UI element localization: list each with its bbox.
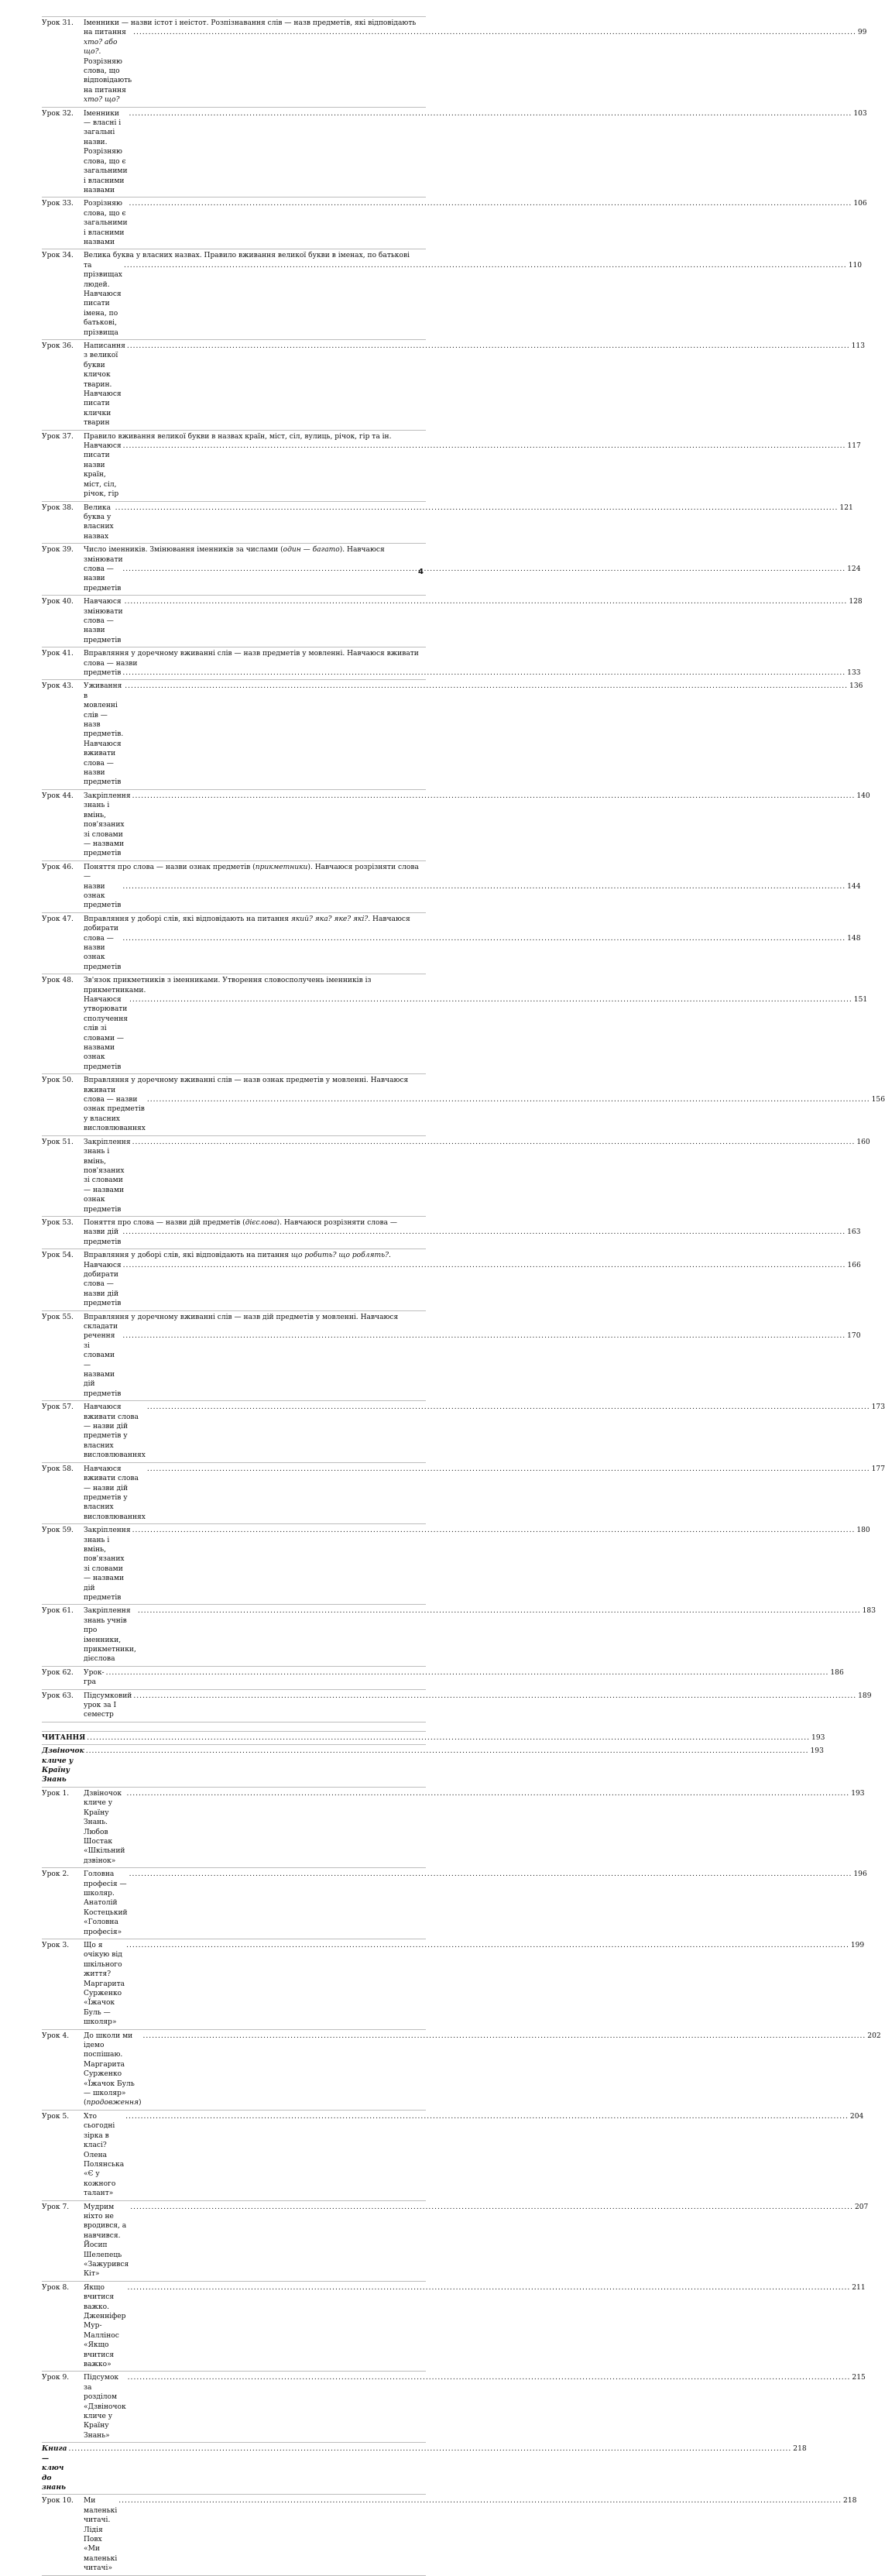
entry-text [84, 682, 123, 787]
text-run: Правило вживання великої букви в назвах країн, міст, сіл, вулиць, річок, гір та ін. [84, 432, 392, 441]
lesson-number: Урок 41. [42, 650, 74, 658]
toc-entry[interactable] [42, 1605, 876, 1666]
text-run: Підсумок за розділом «Дзвіночок кличе у Країну Знань» [84, 2374, 126, 2440]
text-run: Дзвіночок кличе у Країну Знань. Любов Шостак «Шкільний дзвінок» [84, 1789, 125, 1865]
toc-entry[interactable] [42, 16, 867, 108]
leader-dots [115, 503, 839, 513]
toc-entry[interactable] [42, 1939, 865, 2030]
lesson-number: Урок 61. [42, 1607, 74, 1616]
toc-entry[interactable] [42, 1524, 870, 1605]
page-number: 4 [418, 568, 424, 576]
page-ref: 166 [847, 1261, 861, 1269]
entry-last-line [84, 597, 863, 645]
entry-last-line [84, 199, 867, 247]
page-ref: 204 [849, 2112, 864, 2121]
leader-dots [128, 2283, 851, 2293]
leader-dots [133, 28, 856, 37]
text-run: Навчаюся вживати слова — назви дій предметів у власних висловлюваннях [84, 1465, 146, 1521]
leader-dots [125, 597, 848, 606]
leader-dots [129, 995, 852, 1005]
section-title: Дзвіночок кличе у Країну Знань [42, 1747, 84, 1784]
leader-dots [125, 682, 848, 691]
text-run: Велика буква у власних назвах [84, 503, 114, 541]
entry-last-line [84, 682, 863, 787]
text-run: Вправляння у доборі слів, які відповідають на питання [84, 1252, 291, 1260]
section-book[interactable] [42, 2443, 807, 2495]
entry-text [84, 1465, 146, 1522]
page-ref: 211 [852, 2283, 866, 2292]
entry-text [84, 1331, 121, 1399]
text-run: Вправляння у доречному вживанні слів — назв предметів у мовленні. Навчаюся вживати слова — назви [84, 650, 419, 668]
entry-text [84, 1789, 125, 1866]
text-run: Якщо вчитися важко. Дженніфер Мур-Малліноc «Якщо вчитися важко» [84, 2283, 126, 2369]
lesson-number: Урок 50. [42, 1077, 74, 1085]
entry-last-line [84, 109, 867, 196]
entry-last-line [84, 668, 861, 678]
entry-text [84, 995, 128, 1072]
entry-text [84, 1692, 132, 1720]
page-ref: 163 [847, 1228, 861, 1237]
entry-text [84, 597, 123, 645]
toc-entry[interactable] [42, 2282, 866, 2372]
page-ref: 106 [853, 200, 867, 208]
leader-dots [126, 1941, 849, 1950]
page-ref: 121 [839, 503, 853, 512]
entry-text [84, 668, 121, 678]
page-ref: 128 [849, 598, 863, 606]
toc-entry[interactable] [42, 1690, 872, 1722]
leader-dots [138, 1606, 861, 1616]
text-run: До школи ми ідемо поспішаю. Маргарита Сурженко «Їжачок Буль — школяр» [84, 2032, 135, 2098]
entry-text [84, 2112, 124, 2199]
text-run: Закріплення знань і вмінь, пов'язаних зі словами — назвами дій предметів [84, 1527, 131, 1602]
toc-entry[interactable] [42, 1868, 867, 1939]
text-run: на питання [84, 29, 126, 37]
lesson-number: Урок 48. [42, 977, 74, 985]
entry-line [84, 863, 426, 882]
page-ref: 151 [853, 996, 868, 1004]
entry-text [84, 1606, 136, 1664]
toc-entry[interactable] [42, 502, 853, 544]
entry-line [84, 649, 426, 668]
entry-text [84, 1228, 121, 1247]
entry-last-line [84, 995, 868, 1072]
toc-entry[interactable] [42, 2201, 869, 2282]
text-run: Мудрим ніхто не вродився, а навчився. Йосип Шелепець «Зажурився Кіт» [84, 2203, 129, 2279]
entry-text [84, 1870, 128, 1937]
leader-dots [130, 2203, 853, 2212]
leader-dots [122, 1228, 846, 1237]
toc-entry[interactable] [42, 861, 861, 913]
toc-entry[interactable] [42, 340, 865, 431]
text-run: Іменники — назви істот і неістот. Розпізнавання слів — назв предметів, які відповідають [84, 19, 417, 27]
section-title: Книга — ключ до знань [42, 2444, 67, 2492]
entry-line [84, 915, 426, 934]
entry-line [84, 1251, 426, 1260]
text-run: Головна професія — школяр. Анатолій Костецький «Головна професія» [84, 1870, 128, 1936]
text-run: Ми маленькі читачі. Лідія Повх «Ми маленькі читачі» [84, 2497, 118, 2573]
text-run: який? яка? яке? які? [290, 915, 369, 923]
text-run: речення зі словами — назвами дій предметів [84, 1332, 122, 1398]
page-ref: 103 [853, 109, 867, 118]
page-ref: 193 [811, 1733, 825, 1742]
lesson-number: Урок 36. [42, 342, 74, 350]
entry-line [84, 19, 426, 28]
lesson-number: Урок 55. [42, 1313, 74, 1321]
text-run: Зв'язок прикметників з іменниками. Утворення словосполучень іменників із прикметниками. [84, 977, 372, 994]
leader-dots [122, 565, 846, 574]
toc-entry[interactable] [42, 974, 868, 1074]
leader-dots [127, 342, 850, 351]
text-run: Розрізняю слова, що є загальними і власними назвами [84, 200, 128, 246]
lesson-number: Урок 51. [42, 1138, 74, 1146]
text-run: один [283, 546, 301, 555]
text-run: прикметники [255, 863, 308, 871]
entry-last-line [84, 342, 865, 428]
lesson-number: Урок 62. [42, 1668, 74, 1677]
page-ref: 124 [847, 565, 861, 573]
entry-line [84, 1313, 426, 1332]
lesson-number: Урок 38. [42, 503, 74, 512]
leader-dots [122, 882, 846, 891]
leader-dots [132, 792, 856, 801]
page-ref: 160 [856, 1138, 870, 1146]
toc-entry[interactable] [42, 1074, 885, 1135]
leader-dots [129, 109, 852, 118]
leader-dots [132, 1138, 856, 1147]
toc-entry[interactable] [42, 1463, 885, 1524]
lesson-number: Урок 54. [42, 1252, 74, 1260]
lesson-number: Урок 2. [42, 1870, 70, 1879]
entry-text [84, 261, 122, 338]
entry-text [84, 109, 128, 196]
entry-text [84, 342, 125, 428]
page-ref: 186 [830, 1668, 844, 1677]
text-run: предметів [84, 669, 122, 677]
entry-text [84, 199, 128, 247]
entry-last-line [84, 503, 853, 542]
leader-dots [129, 1870, 852, 1879]
leader-dots [147, 1095, 870, 1104]
entry-last-line [84, 1403, 885, 1460]
entry-text [84, 1668, 105, 1688]
lesson-number: Урок 9. [42, 2374, 70, 2382]
lesson-number: Урок 32. [42, 109, 74, 118]
entry-last-line [84, 1668, 844, 1688]
leader-dots [122, 934, 846, 943]
page-ref: 173 [871, 1403, 885, 1412]
entry-text [84, 503, 114, 542]
entry-line [84, 545, 426, 565]
text-run: Закріплення знань і вмінь, пов'язаних зі словами — назвами предметів [84, 792, 131, 858]
toc-entry[interactable] [42, 197, 867, 249]
lesson-number: Урок 33. [42, 200, 74, 208]
lesson-number: Урок 1. [42, 1789, 70, 1798]
text-run: — [300, 546, 313, 555]
text-run: Поняття про слова — назви дій предметів ( [84, 1218, 245, 1227]
page-ref: 207 [854, 2203, 869, 2211]
page-ref: 148 [847, 934, 861, 943]
text-run: слова — назви ознак предметів [84, 934, 122, 971]
text-run: Число іменників. Змінювання іменників за числами ( [84, 546, 283, 555]
toc-entry[interactable] [42, 1136, 870, 1217]
toc-entry[interactable] [42, 1217, 861, 1249]
toc-entry[interactable] [42, 596, 863, 647]
table-of-contents [42, 16, 885, 2576]
text-run: продовження [86, 2099, 139, 2107]
entry-line [84, 1076, 426, 1095]
toc-entry[interactable] [42, 249, 863, 340]
entry-line [84, 251, 426, 260]
text-run: Велика буква у власних назвах. Правило вживання великої букви в іменах, по батькові [84, 252, 410, 260]
entry-last-line [84, 1138, 870, 1214]
toc-entry[interactable] [42, 544, 861, 596]
page-ref: 193 [851, 1789, 865, 1798]
entry-last-line [84, 1692, 872, 1720]
text-run: Підсумковий урок за І семестр [84, 1692, 132, 1719]
section-reading[interactable] [42, 1731, 825, 1745]
entry-last-line [84, 934, 861, 973]
leader-dots [118, 2496, 842, 2506]
toc-entry[interactable] [42, 1667, 844, 1690]
leader-dots [133, 1692, 856, 1701]
text-run: та прізвищах людей. Навчаюся писати імена, по батькові, прізвища [84, 261, 122, 337]
page-ref: 110 [848, 261, 863, 270]
text-run: хто? або що? [84, 38, 118, 57]
leader-dots [129, 199, 852, 208]
text-run: Навчаюся змінювати слова — назви предметів [84, 598, 123, 644]
page-ref: 140 [856, 792, 870, 800]
entry-text [84, 1403, 146, 1460]
entry-last-line [84, 792, 870, 859]
lesson-number: Урок 7. [42, 2203, 70, 2211]
leader-dots [122, 668, 846, 678]
text-run: слова — назви ознак предметів у власних висловлюваннях [84, 1096, 146, 1133]
page-ref: 99 [857, 29, 867, 37]
text-run: Закріплення знань учнів про іменники, прикметники, дієслова [84, 1607, 136, 1664]
lesson-number: Урок 43. [42, 682, 74, 691]
lesson-number: Урок 58. [42, 1465, 74, 1473]
lesson-number: Урок 44. [42, 792, 74, 800]
lesson-number: Урок 8. [42, 2283, 70, 2292]
text-run: Що я очікую від шкільного життя? Маргарита Сурженко «Їжачок Буль — школяр» [84, 1941, 125, 2027]
leader-dots [125, 2112, 849, 2121]
lesson-number: Урок 37. [42, 432, 74, 441]
page-ref: 156 [871, 1096, 885, 1104]
text-run: . Розрізняю слова, що відповідають на питання [84, 48, 132, 94]
toc-entry[interactable] [42, 680, 863, 789]
text-run: Вправляння у доречному вживанні слів — назв ознак предметів у мовленні. Навчаюся вживати [84, 1077, 409, 1094]
page-ref: 199 [850, 1941, 865, 1949]
page-ref: 218 [793, 2445, 807, 2454]
toc-entry[interactable] [42, 2495, 857, 2575]
toc-entry[interactable] [42, 1401, 885, 1462]
entry-last-line [84, 1606, 876, 1664]
lesson-number: Урок 46. [42, 863, 74, 871]
toc-entry[interactable] [42, 1311, 861, 1402]
page-ref: 144 [847, 882, 861, 891]
entry-text [84, 2373, 126, 2440]
page-ref: 133 [847, 669, 861, 677]
leader-dots [126, 1789, 849, 1798]
entry-text [84, 2203, 129, 2279]
entry-text [84, 2496, 117, 2573]
text-run: Закріплення знань і вмінь, пов'язаних зі словами — назвами ознак предметів [84, 1138, 131, 1214]
page-ref: 113 [851, 342, 865, 350]
text-run: ). Навчаюся розрізняти слова — [84, 863, 419, 881]
toc-entry[interactable] [42, 647, 861, 680]
entry-text [84, 565, 121, 593]
toc-entry[interactable] [42, 1788, 865, 1868]
text-run: ). Навчаюся розрізняти слова — [276, 1218, 398, 1227]
leader-dots [147, 1465, 870, 1474]
leader-dots [128, 2373, 851, 2382]
page-ref: 218 [843, 2497, 857, 2506]
text-run: Хто сьогодні зірка в класі? Олена Полянська «Є у кожного талант» [84, 2112, 125, 2198]
text-run: що робить? що роблять? [290, 1252, 389, 1260]
lesson-number: Урок 47. [42, 915, 74, 923]
leader-dots [143, 2032, 866, 2041]
toc-entry[interactable] [42, 790, 870, 861]
entry-text [84, 1941, 125, 2028]
entry-line [84, 432, 426, 441]
leader-dots [106, 1668, 829, 1678]
section-title: ЧИТАННЯ [42, 1733, 86, 1742]
entry-text [84, 1526, 131, 1602]
leader-dots [124, 261, 847, 270]
entry-last-line [84, 1261, 861, 1309]
entry-last-line [84, 1331, 861, 1399]
entry-text [84, 441, 122, 499]
lesson-number: Урок 34. [42, 252, 74, 260]
page-ref: 202 [867, 2032, 881, 2040]
text-run: слова — назви предметів [84, 565, 122, 592]
page-ref: 189 [858, 1692, 872, 1700]
entry-text [84, 1095, 146, 1134]
text-run: Вправляння у доречному вживанні слів — назв дій предметів у мовленні. Навчаюся складати [84, 1313, 399, 1331]
leader-dots [123, 1261, 846, 1270]
toc-entry[interactable] [42, 431, 861, 502]
page-ref: 170 [847, 1332, 861, 1341]
lesson-number: Урок 5. [42, 2112, 70, 2121]
text-run: хто? що? [84, 96, 120, 105]
page-ref: 180 [856, 1527, 870, 1535]
text-run: Написання з великої букви кличок тварин. Навчаюся писати клички тварин [84, 342, 125, 428]
page-ref: 117 [847, 442, 861, 451]
text-run: Уживання в мовленні слів — назв предметів. Навчаюся вживати слова — назви предметів [84, 682, 124, 787]
text-run: Поняття про слова — назви ознак предметів ( [84, 863, 256, 871]
entry-text [84, 1138, 131, 1214]
toc-entry[interactable] [42, 2372, 866, 2443]
text-run: дієслова [245, 1218, 277, 1227]
lesson-number: Урок 4. [42, 2032, 70, 2040]
text-run: Навчаюся добирати слова — назви дій предметів [84, 1261, 122, 1308]
entry-text [84, 882, 121, 911]
entry-last-line [84, 1526, 870, 1602]
toc-entry[interactable] [42, 2111, 864, 2201]
text-run: Навчаюся писати назви країн, міст, сіл, річок, гір [84, 442, 122, 499]
text-run: . Навчаюся добирати [84, 915, 410, 933]
page-ref: 193 [810, 1747, 824, 1756]
text-run: багато [312, 546, 340, 555]
entry-line [84, 976, 426, 995]
toc-entry[interactable] [42, 108, 867, 198]
leader-dots [123, 441, 846, 451]
entry-last-line [84, 28, 867, 105]
entry-text [84, 934, 121, 973]
page-ref: 136 [849, 682, 863, 691]
text-run: ). Навчаюся змінювати [84, 546, 385, 564]
lesson-number: Урок 39. [42, 546, 74, 555]
text-run: назви ознак предметів [84, 882, 122, 910]
page-ref: 196 [853, 1870, 867, 1879]
entry-text [84, 1261, 122, 1309]
entry-text [84, 28, 132, 105]
lesson-number: Урок 63. [42, 1692, 74, 1700]
lesson-number: Урок 10. [42, 2497, 74, 2506]
page-ref: 183 [862, 1607, 876, 1616]
page-ref: 215 [852, 2374, 866, 2382]
entry-last-line [84, 261, 863, 338]
text-run: Урок-гра [84, 1668, 105, 1687]
entry-line [84, 1218, 426, 1228]
entry-text [84, 2283, 126, 2370]
entry-last-line [84, 1095, 885, 1134]
leader-dots [147, 1403, 870, 1412]
lesson-number: Урок 3. [42, 1941, 70, 1949]
section-bell[interactable] [42, 1745, 824, 1788]
lesson-number: Урок 53. [42, 1218, 74, 1227]
toc-entry[interactable] [42, 1249, 861, 1310]
text-run: назви дій предметів [84, 1228, 122, 1246]
lesson-number: Урок 59. [42, 1527, 74, 1535]
entry-text: До школи ми ідемо поспішаю. Маргарита Сурженко «Їжачок Буль — школяр» (продовження) [84, 2032, 142, 2107]
text-run: Навчаюся утворювати сполучення слів зі словами — назвами ознак предметів [84, 996, 129, 1071]
lesson-number: Урок 40. [42, 598, 74, 606]
lesson-number: Урок 57. [42, 1403, 74, 1412]
entry-last-line [84, 1465, 885, 1522]
text-run: Іменники — власні і загальні назви. Розрізняю слова, що є загальними і власними назвами [84, 109, 128, 194]
entry-last-line [84, 1228, 861, 1247]
toc-entry[interactable] [42, 2030, 881, 2111]
entry-text [84, 792, 131, 859]
entry-last-line [84, 441, 861, 499]
lesson-number: Урок 31. [42, 19, 74, 27]
text-run: . [388, 1252, 391, 1260]
leader-dots [132, 1526, 856, 1535]
text-run: Навчаюся вживати слова — назви дій предметів у власних висловлюваннях [84, 1403, 146, 1460]
entry-last-line [84, 565, 861, 593]
entry-last-line [84, 882, 861, 911]
page-ref: 177 [871, 1465, 885, 1473]
text-run: Вправляння у доборі слів, які відповідають на питання [84, 915, 291, 923]
leader-dots [122, 1331, 846, 1341]
toc-entry[interactable] [42, 913, 861, 974]
